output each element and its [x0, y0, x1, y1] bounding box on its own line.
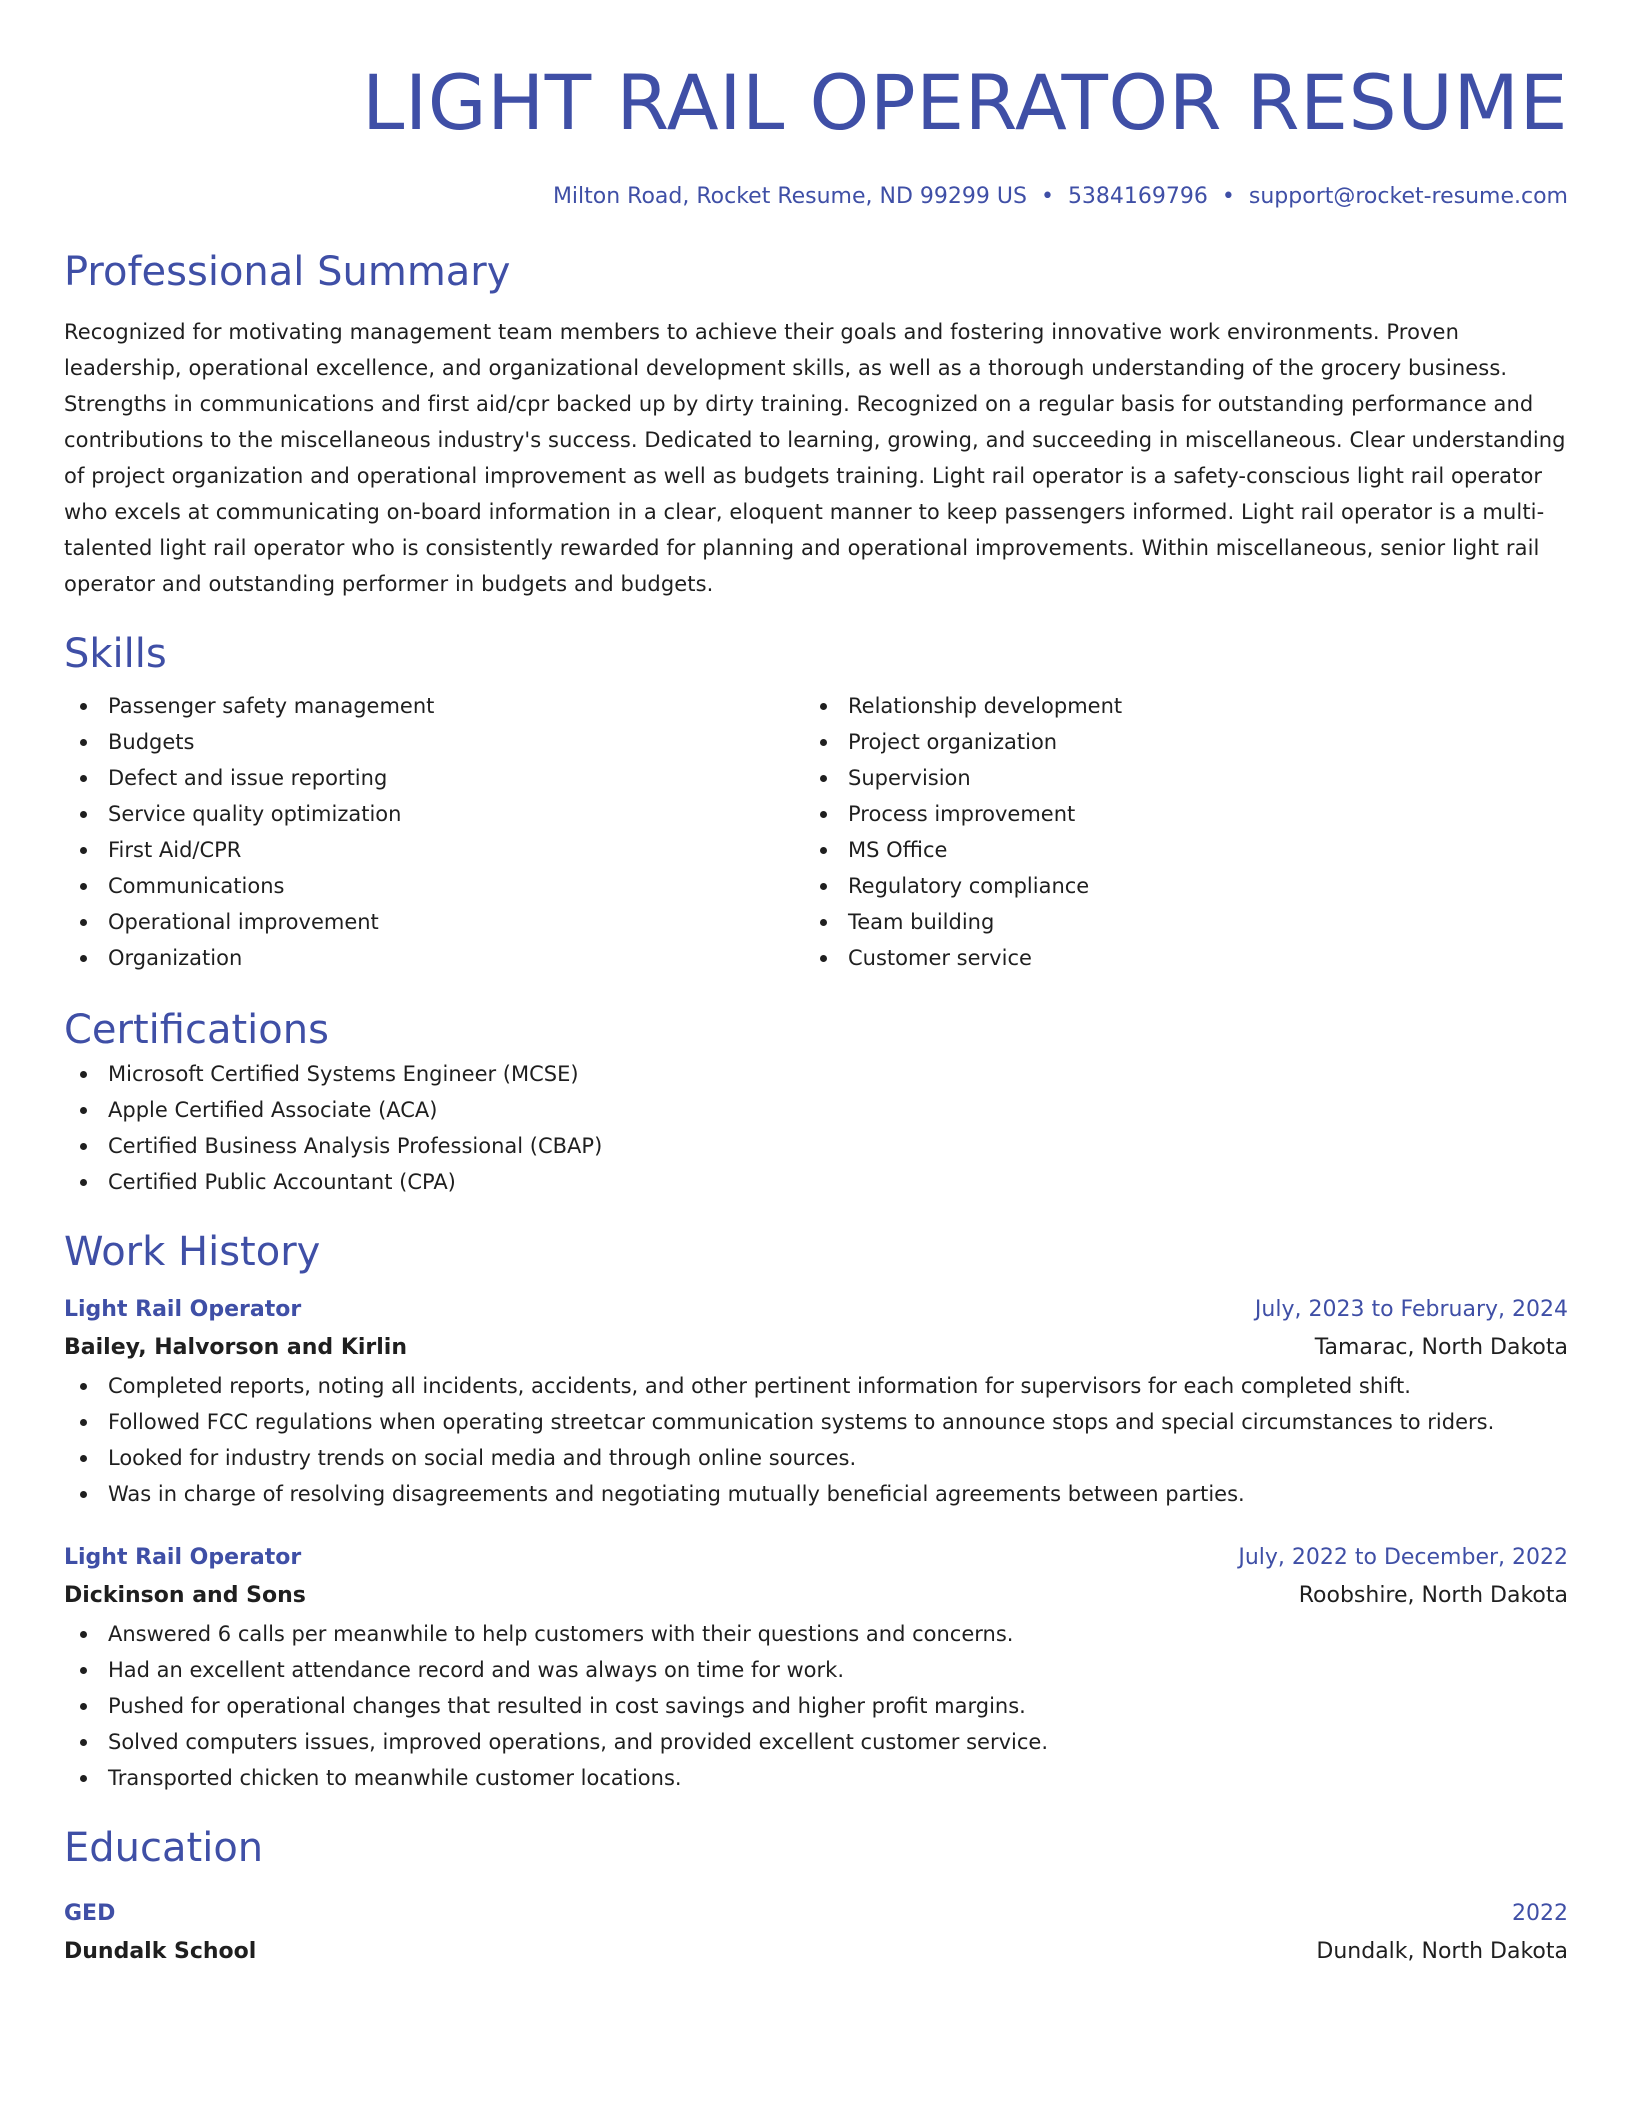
skill-item: Supervision — [804, 760, 1544, 796]
skill-item: Relationship development — [804, 688, 1544, 724]
skill-item: First Aid/CPR — [64, 832, 804, 868]
contact-separator: • — [1040, 184, 1054, 209]
resume-title: LIGHT RAIL OPERATOR RESUME — [362, 58, 1568, 147]
education-section — [64, 1822, 1568, 1972]
job-duty-item: Answered 6 calls per meanwhile to help customers with their questions and concerns. — [64, 1616, 1568, 1652]
professional-summary-section — [64, 246, 1568, 602]
education-location: Dundalk, North Dakota — [1316, 1939, 1568, 1964]
education-year: 2022 — [1512, 1901, 1568, 1926]
skill-item: Budgets — [64, 724, 804, 760]
skill-item: Communications — [64, 868, 804, 904]
section-heading-education: Education — [64, 1825, 264, 1871]
education-school-row — [64, 1932, 1568, 1972]
skills-section — [64, 628, 1568, 976]
education-header-row — [64, 1896, 1568, 1932]
job-company: Bailey, Halvorson and Kirlin — [64, 1335, 407, 1360]
certification-item: Apple Certified Associate (ACA) — [64, 1092, 1568, 1128]
job-location: Tamarac, North Dakota — [1314, 1335, 1568, 1360]
job-entry — [64, 1540, 1568, 1796]
skills-grid — [64, 688, 1568, 976]
skill-item: Regulatory compliance — [804, 868, 1544, 904]
job-header-row — [64, 1540, 1568, 1576]
job-company-row — [64, 1576, 1568, 1616]
contact-email: support@rocket-resume.com — [1248, 184, 1568, 209]
contact-phone: 5384169796 — [1067, 184, 1208, 209]
resume-header — [64, 56, 1568, 212]
education-degree: GED — [64, 1901, 116, 1926]
job-dates: July, 2023 to February, 2024 — [1254, 1297, 1568, 1322]
section-heading-skills: Skills — [64, 631, 167, 677]
job-duty-item: Solved computers issues, improved operations, and provided excellent customer service. — [64, 1724, 1568, 1760]
skill-item: Process improvement — [804, 796, 1544, 832]
skill-item: Customer service — [804, 940, 1544, 976]
certification-item: Certified Public Accountant (CPA) — [64, 1164, 1568, 1200]
skills-column-left — [64, 688, 804, 976]
job-header-row — [64, 1292, 1568, 1328]
skill-item: Operational improvement — [64, 904, 804, 940]
skill-item: Team building — [804, 904, 1544, 940]
certification-item: Microsoft Certified Systems Engineer (MCSE) — [64, 1056, 1568, 1092]
skills-list-right — [804, 688, 1544, 976]
skill-item: Defect and issue reporting — [64, 760, 804, 796]
contact-separator: • — [1221, 184, 1235, 209]
job-duty-item: Followed FCC regulations when operating streetcar communication systems to announce stops and special circumstances to riders. — [64, 1404, 1568, 1440]
skill-item: Passenger safety management — [64, 688, 804, 724]
education-school: Dundalk School — [64, 1939, 257, 1964]
job-company: Dickinson and Sons — [64, 1583, 306, 1608]
certification-item: Certified Business Analysis Professional (CBAP) — [64, 1128, 1568, 1164]
job-title: Light Rail Operator — [64, 1545, 302, 1570]
job-company-row — [64, 1328, 1568, 1368]
section-heading-summary: Professional Summary — [64, 249, 511, 295]
section-heading-work-history: Work History — [64, 1229, 321, 1275]
job-duties-list — [64, 1368, 1568, 1512]
job-entry — [64, 1292, 1568, 1512]
contact-line — [64, 182, 1568, 212]
education-entry — [64, 1896, 1568, 1972]
section-heading-certifications: Certifications — [64, 1007, 329, 1053]
job-duty-item: Completed reports, noting all incidents, accidents, and other pertinent information for supervisors for each completed shift. — [64, 1368, 1568, 1404]
skills-list-left — [64, 688, 804, 976]
skills-column-right — [804, 688, 1544, 976]
job-title: Light Rail Operator — [64, 1297, 302, 1322]
job-duty-item: Had an excellent attendance record and was always on time for work. — [64, 1652, 1568, 1688]
certifications-section — [64, 1004, 1568, 1200]
job-location: Roobshire, North Dakota — [1298, 1583, 1568, 1608]
job-dates: July, 2022 to December, 2022 — [1238, 1545, 1568, 1570]
summary-text: Recognized for motivating management team members to achieve their goals and fostering innovative work environments. Proven leadership, operational excellence, and organizational development skills, as well as a thorough understanding of the grocery business. Strengths in communications and first aid/cpr backed up by dirty training. Recognized on a regular basis for outstanding performance and contributions to the miscellaneous industry's success. Dedicated to learning, growing, and succeeding in miscellaneous. Clear understanding of project organization and operational improvement as well as budgets training. Light rail operator is a safety-conscious light rail operator who excels at communicating on-board information in a clear, eloquent manner to keep passengers informed. Light rail operator is a multi-talented light rail operator who is consistently rewarded for planning and operational improvements. Within miscellaneous, senior light rail operator and outstanding performer in budgets and budgets. — [64, 320, 1566, 596]
work-history-section — [64, 1226, 1568, 1796]
skill-item: Organization — [64, 940, 804, 976]
job-duty-item: Pushed for operational changes that resulted in cost savings and higher profit margins. — [64, 1688, 1568, 1724]
contact-address: Milton Road, Rocket Resume, ND 99299 US — [552, 184, 1027, 209]
job-duties-list — [64, 1616, 1568, 1796]
skill-item: Project organization — [804, 724, 1544, 760]
certifications-list — [64, 1056, 1568, 1200]
job-duty-item: Looked for industry trends on social media and through online sources. — [64, 1440, 1568, 1476]
job-duty-item: Transported chicken to meanwhile customer locations. — [64, 1760, 1568, 1796]
job-duty-item: Was in charge of resolving disagreements and negotiating mutually beneficial agreements between parties. — [64, 1476, 1568, 1512]
skill-item: MS Office — [804, 832, 1544, 868]
skill-item: Service quality optimization — [64, 796, 804, 832]
